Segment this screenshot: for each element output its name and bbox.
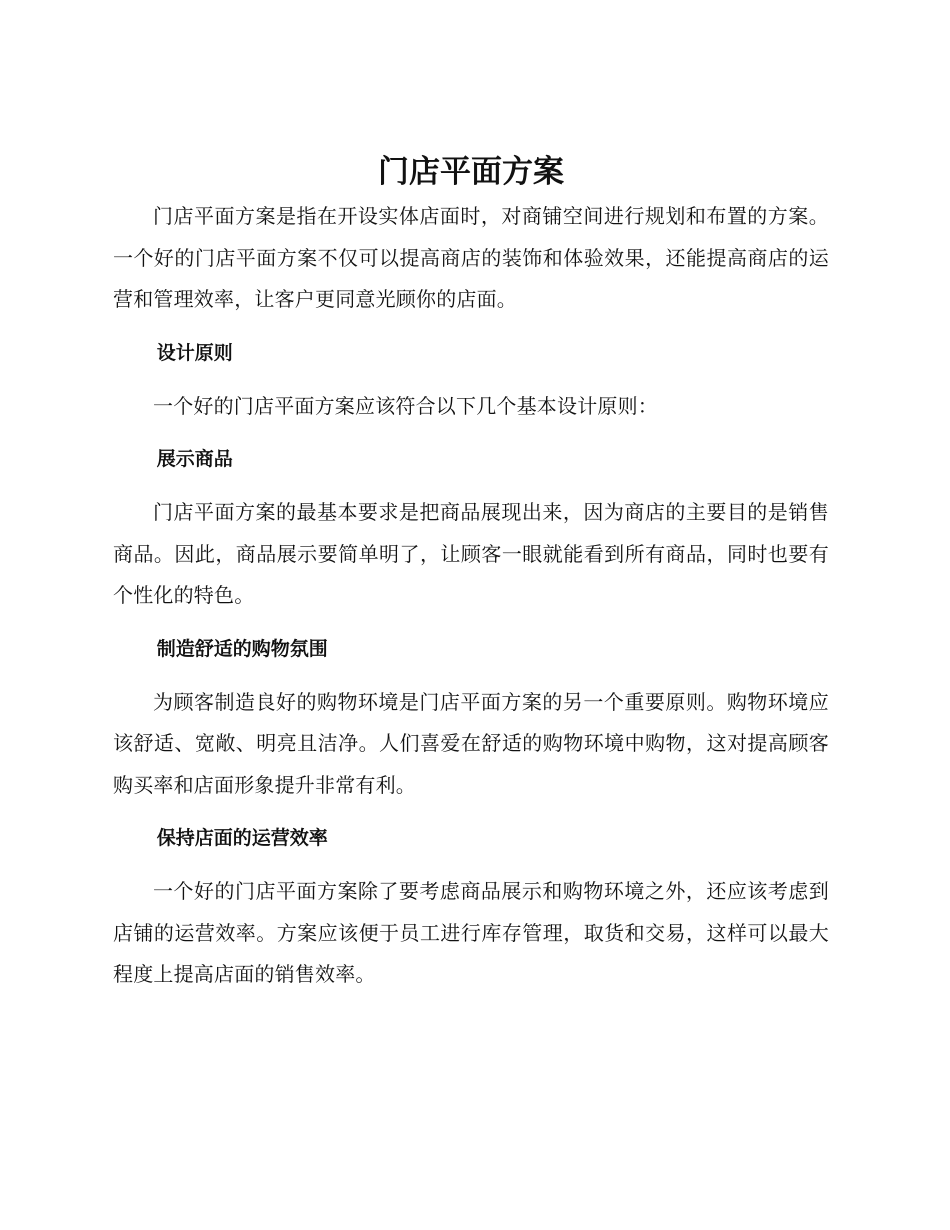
section-heading-operating-efficiency: 保持店面的运营效率 — [156, 827, 328, 849]
section-heading-design-principles: 设计原则 — [156, 341, 233, 364]
spacer — [113, 480, 829, 492]
shopping-atmosphere-paragraph: 为顾客制造良好的购物环境是门店平面方案的另一个重要原则。购物环境应该舒适、宽敞、明亮且洁净。人们喜爱在舒适的购物环境中购物，这对提高顾客购买率和店面形象提升非常有利。 — [113, 689, 829, 797]
spacer — [113, 859, 829, 871]
document-page — [113, 148, 829, 996]
spacer — [113, 374, 829, 386]
spacer — [113, 427, 829, 439]
spacer — [113, 321, 829, 333]
section-heading-shopping-atmosphere: 制造舒适的购物氛围 — [156, 637, 328, 660]
spacer — [113, 670, 829, 682]
spacer — [113, 806, 829, 818]
design-principles-paragraph: 一个好的门店平面方案应该符合以下几个基本设计原则： — [153, 393, 658, 418]
operating-efficiency-paragraph: 一个好的门店平面方案除了要考虑商品展示和购物环境之外，还应该考虑到店铺的运营效率。方案应该便于员工进行库存管理，取货和交易，这样可以最大程度上提高店面的销售效率。 — [113, 879, 829, 986]
document-title: 门店平面方案 — [378, 154, 564, 190]
intro-paragraph: 门店平面方案是指在开设实体店面时，对商铺空间进行规划和布置的方案。一个好的门店平面方案不仅可以提高商店的装饰和体验效果，还能提高商店的运营和管理效率，让客户更同意光顾你的店面。 — [113, 204, 829, 311]
spacer — [113, 617, 829, 629]
section-heading-display-products: 展示商品 — [156, 448, 233, 470]
display-products-paragraph: 门店平面方案的最基本要求是把商品展现出来，因为商店的主要目的是销售商品。因此，商品展示要简单明了，让顾客一眼就能看到所有商品，同时也要有个性化的特色。 — [113, 500, 829, 607]
